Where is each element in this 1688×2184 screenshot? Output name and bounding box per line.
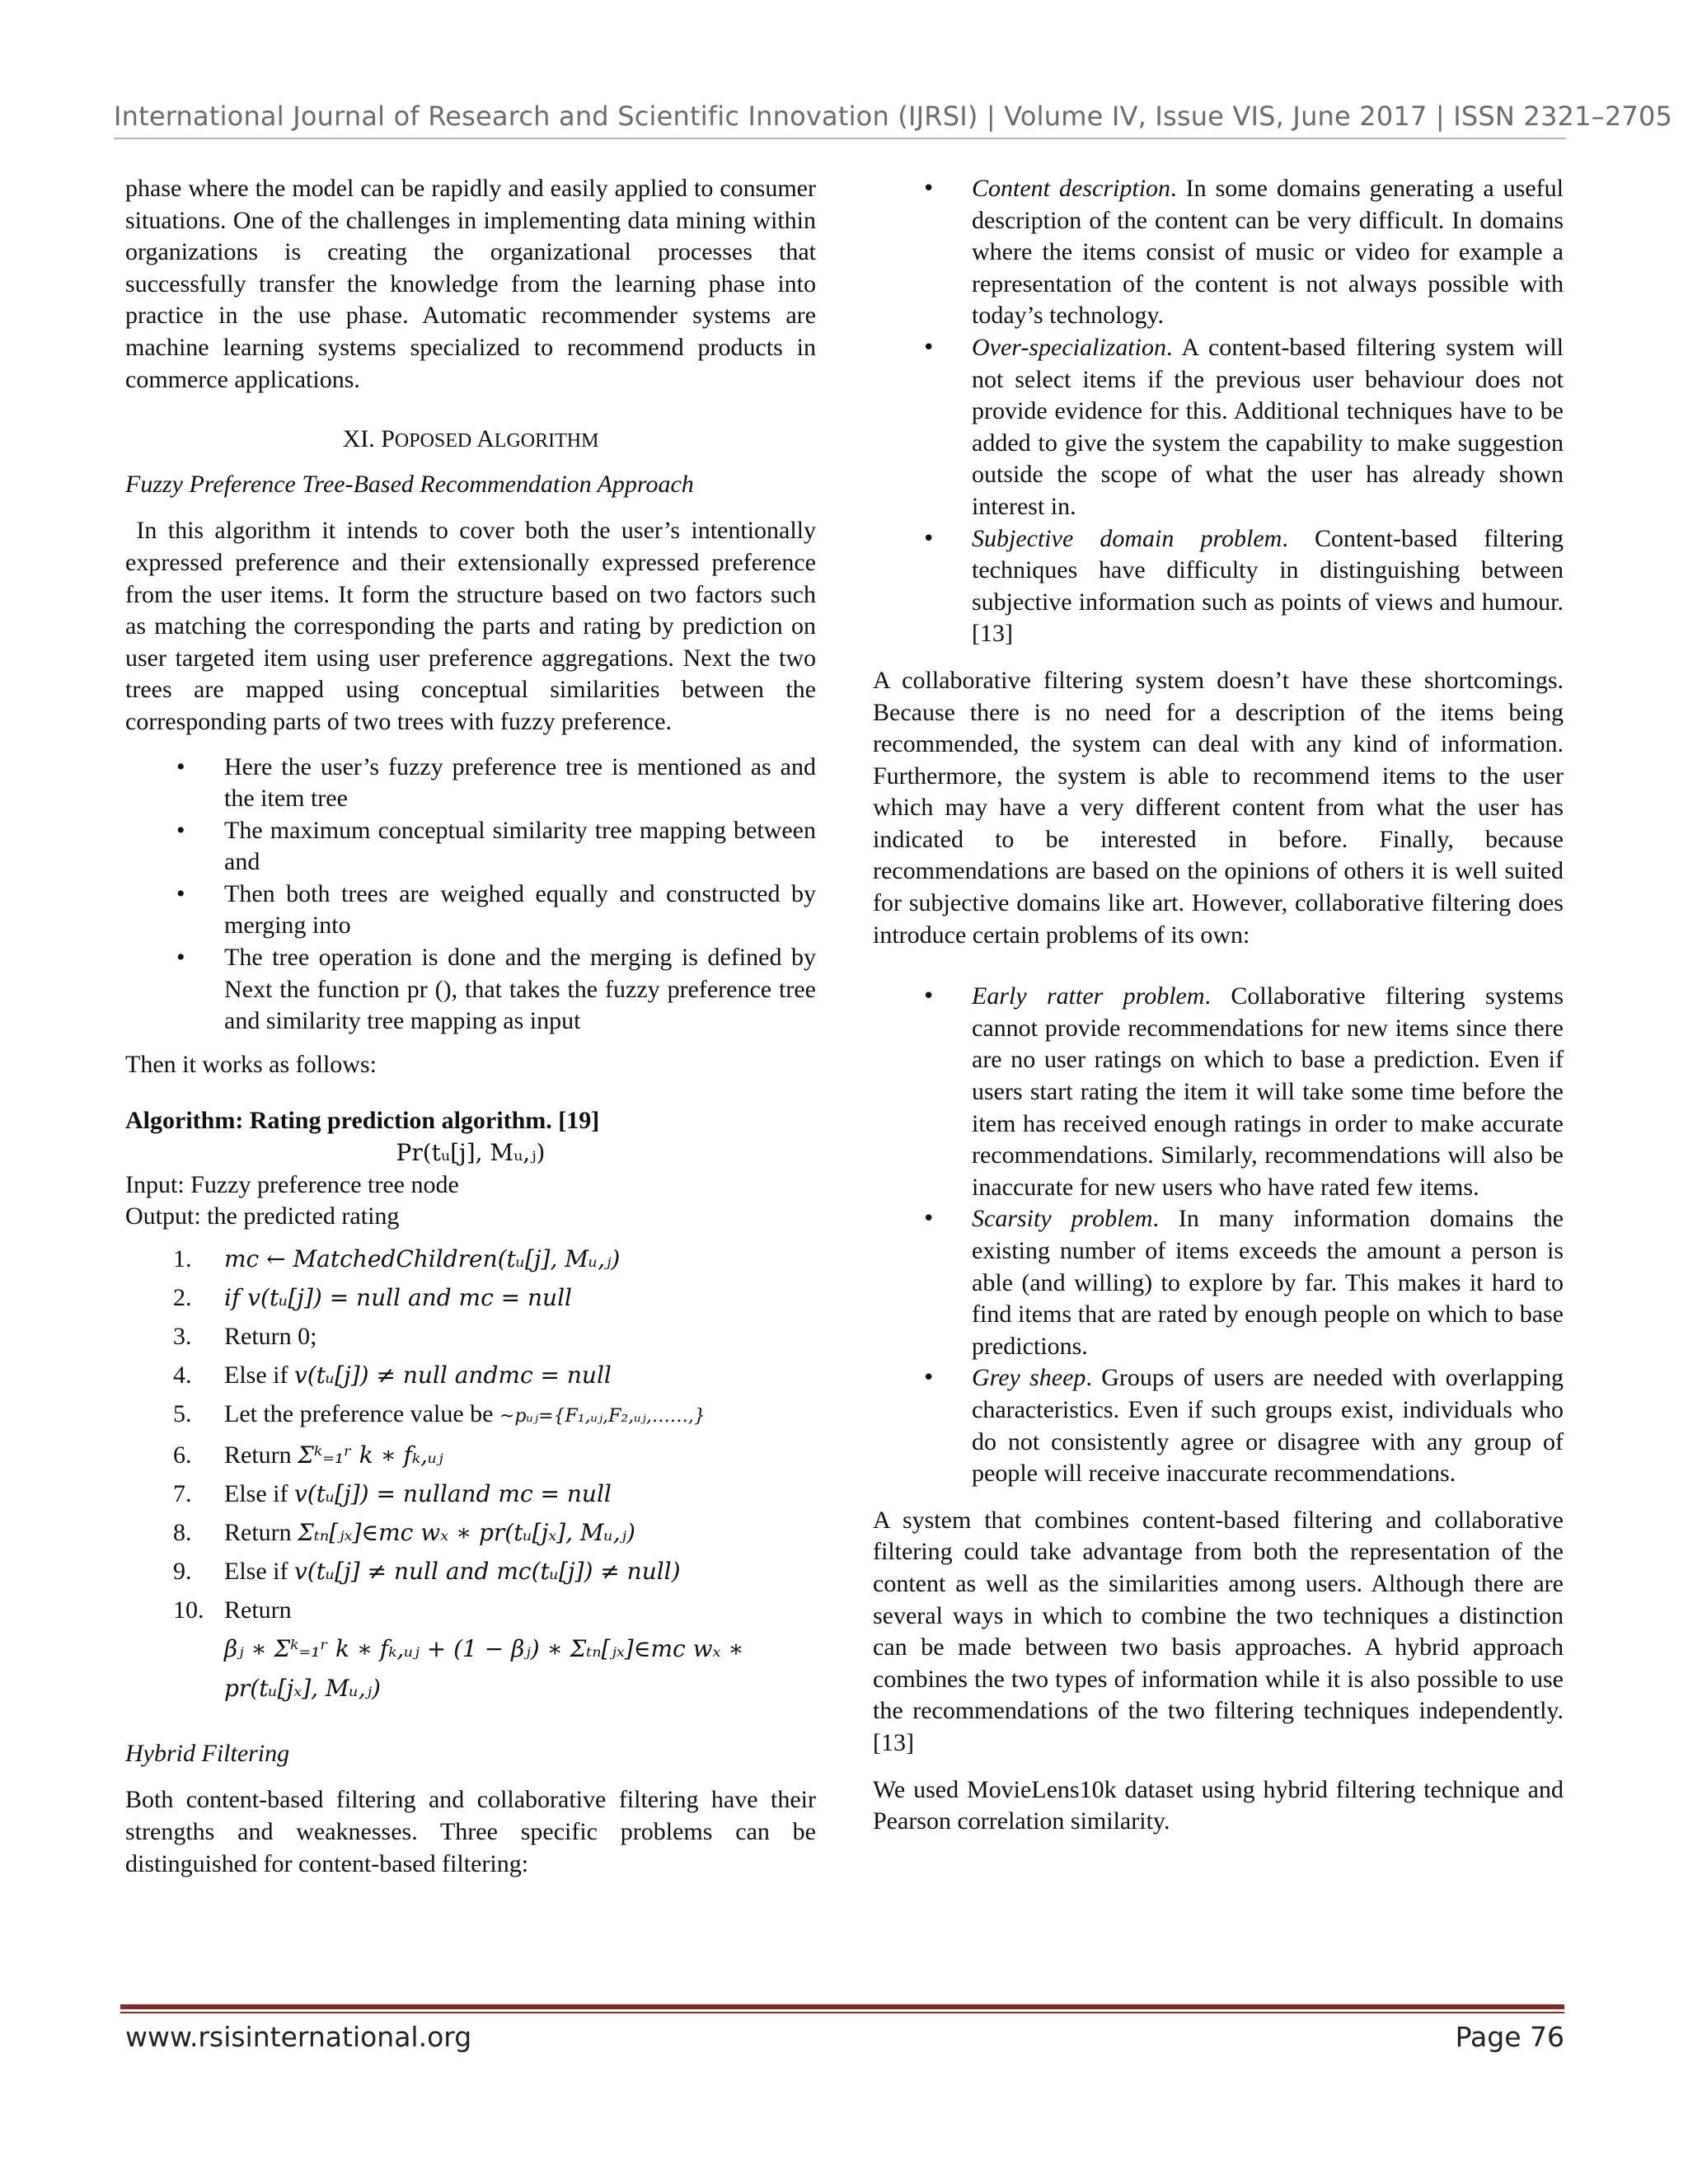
step-math: Σᵏ₌₁ʳ k ∗ fₖ,ᵤⱼ xyxy=(298,1441,443,1469)
bullet-icon: • xyxy=(176,879,185,907)
step-text: Else if xyxy=(224,1361,294,1389)
step-10-formula-line-2: pr(tᵤ[jₓ], Mᵤ,ⱼ) xyxy=(224,1674,381,1702)
step-text: Else if xyxy=(224,1479,294,1507)
left-column xyxy=(125,173,823,1880)
algorithm-step xyxy=(125,1513,816,1552)
algorithm-step xyxy=(125,1474,816,1513)
list-item-text: . In many information domains the existing number of items exceeds the amount a person is able (and willing) to explore by far. This makes it hard to find items that are rated by enough people on which to base predictions. xyxy=(972,1205,1564,1360)
algorithm-step xyxy=(125,1240,816,1278)
hybrid-filtering-paragraph: Both content-based filtering and collaborative filtering have their strengths and weaknesses. Three specific problems can be distinguished for content-based filtering: xyxy=(125,1786,816,1877)
bullet-icon: • xyxy=(176,752,185,780)
header-divider xyxy=(114,138,1566,139)
algorithm-bullet-list xyxy=(125,752,816,1038)
step-math: v(tᵤ[j]) ≠ null andmc = null xyxy=(293,1361,612,1389)
list-item-text: . Groups of users are needed with overlapping characteristics. Even if such groups exist, individuals who do not consistently agree or disagree with any group of people will receive inaccurate recommendations. xyxy=(972,1364,1564,1488)
algorithm-step xyxy=(125,1552,816,1591)
step-number: 7. xyxy=(173,1479,192,1507)
step-math: v(tᵤ[j] ≠ null and mc(tᵤ[j]) ≠ null) xyxy=(293,1557,681,1585)
algorithm-title: Algorithm: Rating prediction algorithm. [19] xyxy=(125,1107,600,1135)
step-number: 6. xyxy=(173,1441,192,1469)
list-item xyxy=(873,523,1564,650)
step-math: Σₜₙ[ⱼₓ]∈mc wₓ ∗ pr(tᵤ[jₓ], Mᵤ,ⱼ) xyxy=(298,1518,635,1546)
list-item-term: Content description xyxy=(972,175,1171,202)
collaborative-problems-list xyxy=(873,981,1564,1490)
step-number: 2. xyxy=(173,1283,192,1311)
dataset-paragraph: We used MovieLens10k dataset using hybrid filtering technique and Pearson correlation similarity. xyxy=(873,1775,1564,1835)
hybrid-filtering-heading: Hybrid Filtering xyxy=(125,1739,290,1767)
list-item-term: Grey sheep xyxy=(972,1364,1086,1392)
step-text: Return xyxy=(224,1596,292,1624)
list-item-text: . In some domains generating a useful description of the content can be very difficult. In domains where the items consist of music or video for example a representation of the content is not always possible with today’s technology. xyxy=(972,175,1564,330)
list-item xyxy=(873,1203,1564,1362)
step-text: Return 0; xyxy=(224,1322,317,1350)
list-item xyxy=(125,815,816,879)
journal-header: International Journal of Research and Scientific Innovation (IJRSI) | Volume IV, Issue VIS, June 2017 | ISSN 2321–2705 xyxy=(114,101,1673,132)
list-item xyxy=(873,981,1564,1203)
step-number: 3. xyxy=(173,1322,192,1350)
algorithm-step xyxy=(125,1278,816,1317)
right-column xyxy=(873,173,1564,1838)
list-item-text: The tree operation is done and the merging is defined by Next the function pr (), that takes the fuzzy preference tree and similarity tree mapping as input xyxy=(224,944,816,1035)
list-item-term: Scarsity problem xyxy=(972,1205,1153,1233)
section-heading-mid: A xyxy=(471,425,495,453)
list-item xyxy=(125,752,816,815)
algorithm-signature: Pr(tᵤ[j], Mᵤ,ⱼ) xyxy=(396,1139,546,1167)
step-text: Let the preference value be xyxy=(224,1399,499,1427)
footer-divider-thick xyxy=(120,2004,1564,2009)
then-text: Then it works as follows: xyxy=(125,1050,377,1078)
list-item xyxy=(873,332,1564,523)
section-heading-smallcaps-1: OPOSED xyxy=(394,430,472,452)
list-item-term: Over-specialization xyxy=(972,333,1167,361)
bullet-icon: • xyxy=(176,944,185,972)
list-item-term: Early ratter problem xyxy=(972,982,1205,1010)
intro-paragraph: phase where the model can be rapidly and easily applied to consumer situations. One of the challenges in implementing data mining within organizations is creating the organizational processes that successfully transfer the knowledge from the learning phase into practice in the use phase. Automatic recommender systems are machine learning systems specialized to recommend products in commerce applications. xyxy=(125,175,816,393)
step-text: Return xyxy=(224,1441,298,1469)
list-item-text: . Collaborative filtering systems cannot provide recommendations for new items since there are no user ratings on which to base a prediction. Even if users start rating the item it will take some time before the item has received enough ratings in order to make accurate recommendations. Similarly, recommendations will also be inaccurate for new users who have rated few items. xyxy=(972,982,1564,1201)
list-item-text: . Content-based filtering techniques have difficulty in distinguishing between subjective information such as points of views and humour. [13] xyxy=(972,524,1564,648)
step-math: v(tᵤ[j]) = nulland mc = null xyxy=(293,1479,612,1507)
content-based-problems-list xyxy=(873,173,1564,650)
algorithm-step xyxy=(125,1591,816,1708)
list-item xyxy=(873,1362,1564,1489)
list-item-term: Subjective domain problem xyxy=(972,524,1282,552)
algorithm-step xyxy=(125,1356,816,1394)
step-number: 1. xyxy=(173,1244,192,1272)
bullet-icon: • xyxy=(176,816,185,844)
footer-website: www.rsisinternational.org xyxy=(125,2021,472,2053)
list-item xyxy=(873,173,1564,332)
footer-divider-thin xyxy=(120,2012,1564,2013)
list-item xyxy=(125,942,816,1038)
step-10-formula-line-1: βⱼ ∗ Σᵏ₌₁ʳ k ∗ fₖ,ᵤⱼ + (1 − βⱼ) ∗ Σₜₙ[ⱼₓ]∈mc wₓ ∗ xyxy=(224,1634,744,1662)
list-item xyxy=(125,879,816,942)
step-number: 5. xyxy=(173,1399,192,1427)
section-heading-prefix: XI. P xyxy=(342,425,395,453)
step-number: 9. xyxy=(173,1557,192,1585)
hybrid-system-paragraph: A system that combines content-based filtering and collaborative filtering could take advantage from both the representation of the content as well as the similarities among users. Although there are several ways in which to combine the two techniques a distinction can be made between two basis approaches. A hybrid approach combines the two types of information while it is also possible to use the recommendations of the two filtering techniques independently. [13] xyxy=(873,1506,1564,1756)
algorithm-intro-paragraph: In this algorithm it intends to cover both the user’s intentionally expressed preference and their extensionally expressed preference from the user items. It form the structure based on two factors such as matching the corresponding the parts and rating by prediction on user targeted item using user preference aggregations. Next the two trees are mapped using conceptual similarities between the corresponding parts of two trees with fuzzy preference. xyxy=(125,517,823,735)
collaborative-filtering-paragraph: A collaborative filtering system doesn’t have these shortcomings. Because there is no need for a description of the items being recommended, the system can deal with any kind of information. Furthermore, the system is able to recommend items to the user which may have a very different content from what the user has indicated to be interested in before. Finally, because recommendations are based on the opinions of others it is well suited for subjective domains like art. However, collaborative filtering does introduce certain problems of its own: xyxy=(873,666,1564,949)
step-text: Else if xyxy=(224,1557,294,1585)
step-number: 10. xyxy=(173,1596,204,1624)
subsection-heading: Fuzzy Preference Tree-Based Recommendation Approach xyxy=(125,470,694,498)
step-math: mc ← MatchedChildren(tᵤ[j], Mᵤ,ⱼ) xyxy=(224,1244,621,1272)
section-heading-smallcaps-2: LGORITHM xyxy=(494,430,599,452)
algorithm-steps xyxy=(125,1240,816,1708)
section-heading xyxy=(125,424,816,457)
page-number: Page 76 xyxy=(1455,2021,1564,2053)
algorithm-step xyxy=(125,1436,816,1474)
list-item-text: . A content-based filtering system will not select items if the previous user behaviour does not provide evidence for this. Additional techniques have to be added to give the system the capability to make suggestion outside the scope of what the user has already shown interest in. xyxy=(972,333,1564,520)
algorithm-input: Input: Fuzzy preference tree node xyxy=(125,1170,459,1198)
step-math: ~pᵤⱼ={F₁,ᵤⱼ,F₂,ᵤⱼ,……,} xyxy=(499,1405,706,1427)
list-item-text: The maximum conceptual similarity tree mapping between and xyxy=(224,816,816,876)
step-number: 8. xyxy=(173,1518,192,1546)
step-text: Return xyxy=(224,1518,298,1546)
algorithm-output: Output: the predicted rating xyxy=(125,1202,400,1230)
algorithm-step xyxy=(125,1317,816,1356)
algorithm-step xyxy=(125,1394,816,1436)
step-number: 4. xyxy=(173,1361,192,1389)
list-item-text: Here the user’s fuzzy preference tree is mentioned as and the item tree xyxy=(224,752,816,813)
step-math: if v(tᵤ[j]) = null and mc = null xyxy=(224,1283,572,1311)
list-item-text: Then both trees are weighed equally and constructed by merging into xyxy=(224,879,816,940)
